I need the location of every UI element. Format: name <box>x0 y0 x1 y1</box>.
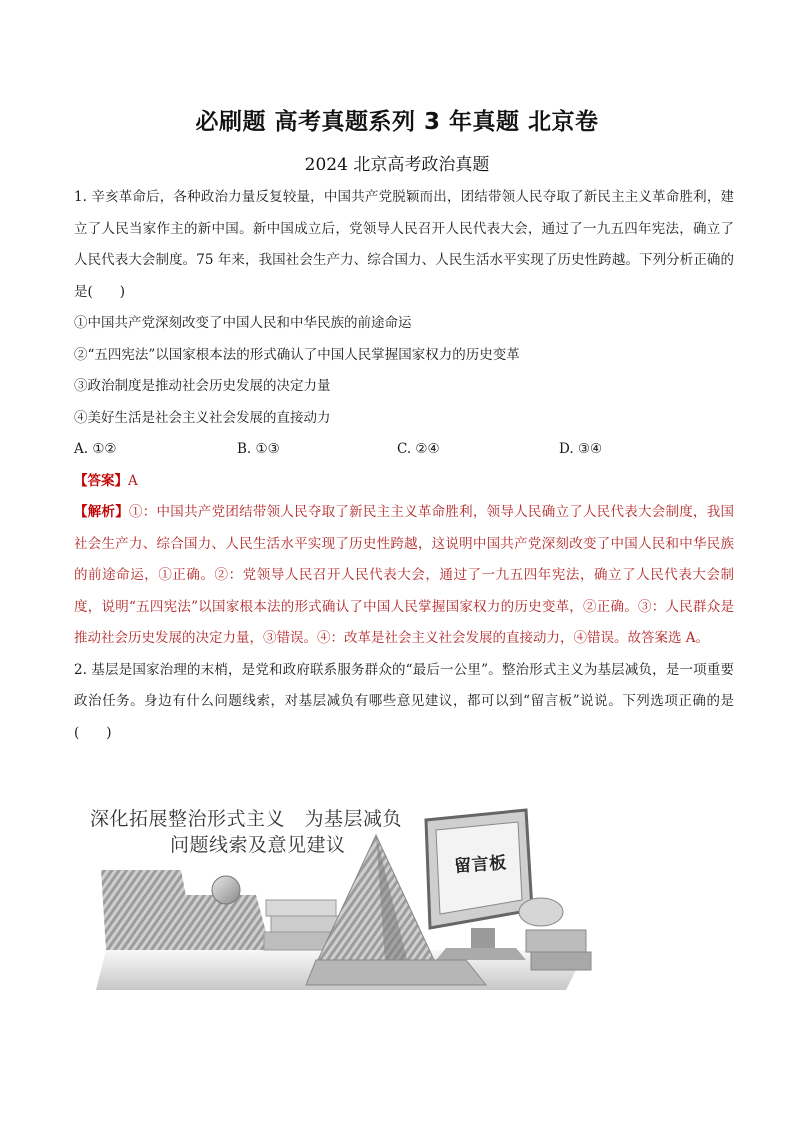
analysis-paragraph <box>74 497 734 655</box>
statement-4: ④美好生活是社会主义社会发展的直接动力 <box>74 409 331 426</box>
statement-1: ①中国共产党深刻改变了中国人民和中华民族的前途命运 <box>74 315 412 331</box>
option-a: A. ①② <box>74 441 117 457</box>
statement-2: ②“五四宪法”以国家根本法的形式确认了中国人民掌握国家权力的历史变革 <box>74 346 520 363</box>
page-title: 必刷题 高考真题系列 3 年真题 北京卷 <box>195 109 599 135</box>
statement-3: ③政治制度是推动社会历史发展的决定力量 <box>74 378 331 394</box>
answer-options <box>74 434 734 466</box>
page-subtitle: 2024 北京高考政治真题 <box>304 155 490 175</box>
illustration-headline: 深化拓展整治形式主义 为基层减负 <box>90 808 403 830</box>
illustration <box>86 800 602 1000</box>
question-2-stem: 2. 基层是国家治理的末梢，是党和政府联系服务群众的“最后一公里”。整治形式主义为基层减负，是一项重要政治任务。身边有什么问题线索，对基层减负有哪些意见建议，都可以到“留言板”说说。下列选项正确的是( ) <box>74 661 734 741</box>
message-board-label: 留言板 <box>453 853 508 877</box>
answer-tag: 【答案】 <box>74 472 128 489</box>
answer-value: A <box>128 472 138 489</box>
option-c: C. ②④ <box>397 441 440 457</box>
question-1-stem: 1. 辛亥革命后，各种政治力量反复较量，中国共产党脱颖而出，团结带领人民夺取了新民主主义革命胜利，建立了人民当家作主的新中国。新中国成立后，党领导人民召开人民代表大会，通过了一九五四年宪法，确立了人民代表大会制度。75 年来，我国社会生产力、综合国力、人民生活水平实现了历史性跨越。下列分析正确的是( ) <box>74 189 734 300</box>
option-b: B. ①③ <box>237 441 280 457</box>
content-body <box>74 182 734 749</box>
analysis-tag: 【解析】 <box>74 504 130 520</box>
answer-line <box>74 466 734 498</box>
analysis-text: ①：中国共产党团结带领人民夺取了新民主主义革命胜利，领导人民确立了人民代表大会制度，我国社会生产力、综合国力、人民生活水平实现了历史性跨越，这说明中国共产党深刻改变了中国人民和中华民族的前途命运，①正确。②：党领导人民召开人民代表大会，通过了一九五四年宪法，确立了人民代表大会制度，说明“五四宪法”以国家根本法的形式确认了中国人民掌握国家权力的历史变革，②正确。③：人民群众是推动社会历史发展的决定力量，③错误。④：改革是社会主义社会发展的直接动力，④错误。故答案选 A。 <box>74 504 735 646</box>
option-d: D. ③④ <box>559 441 603 457</box>
illustration-subheadline: 问题线索及意见建议 <box>170 834 346 856</box>
